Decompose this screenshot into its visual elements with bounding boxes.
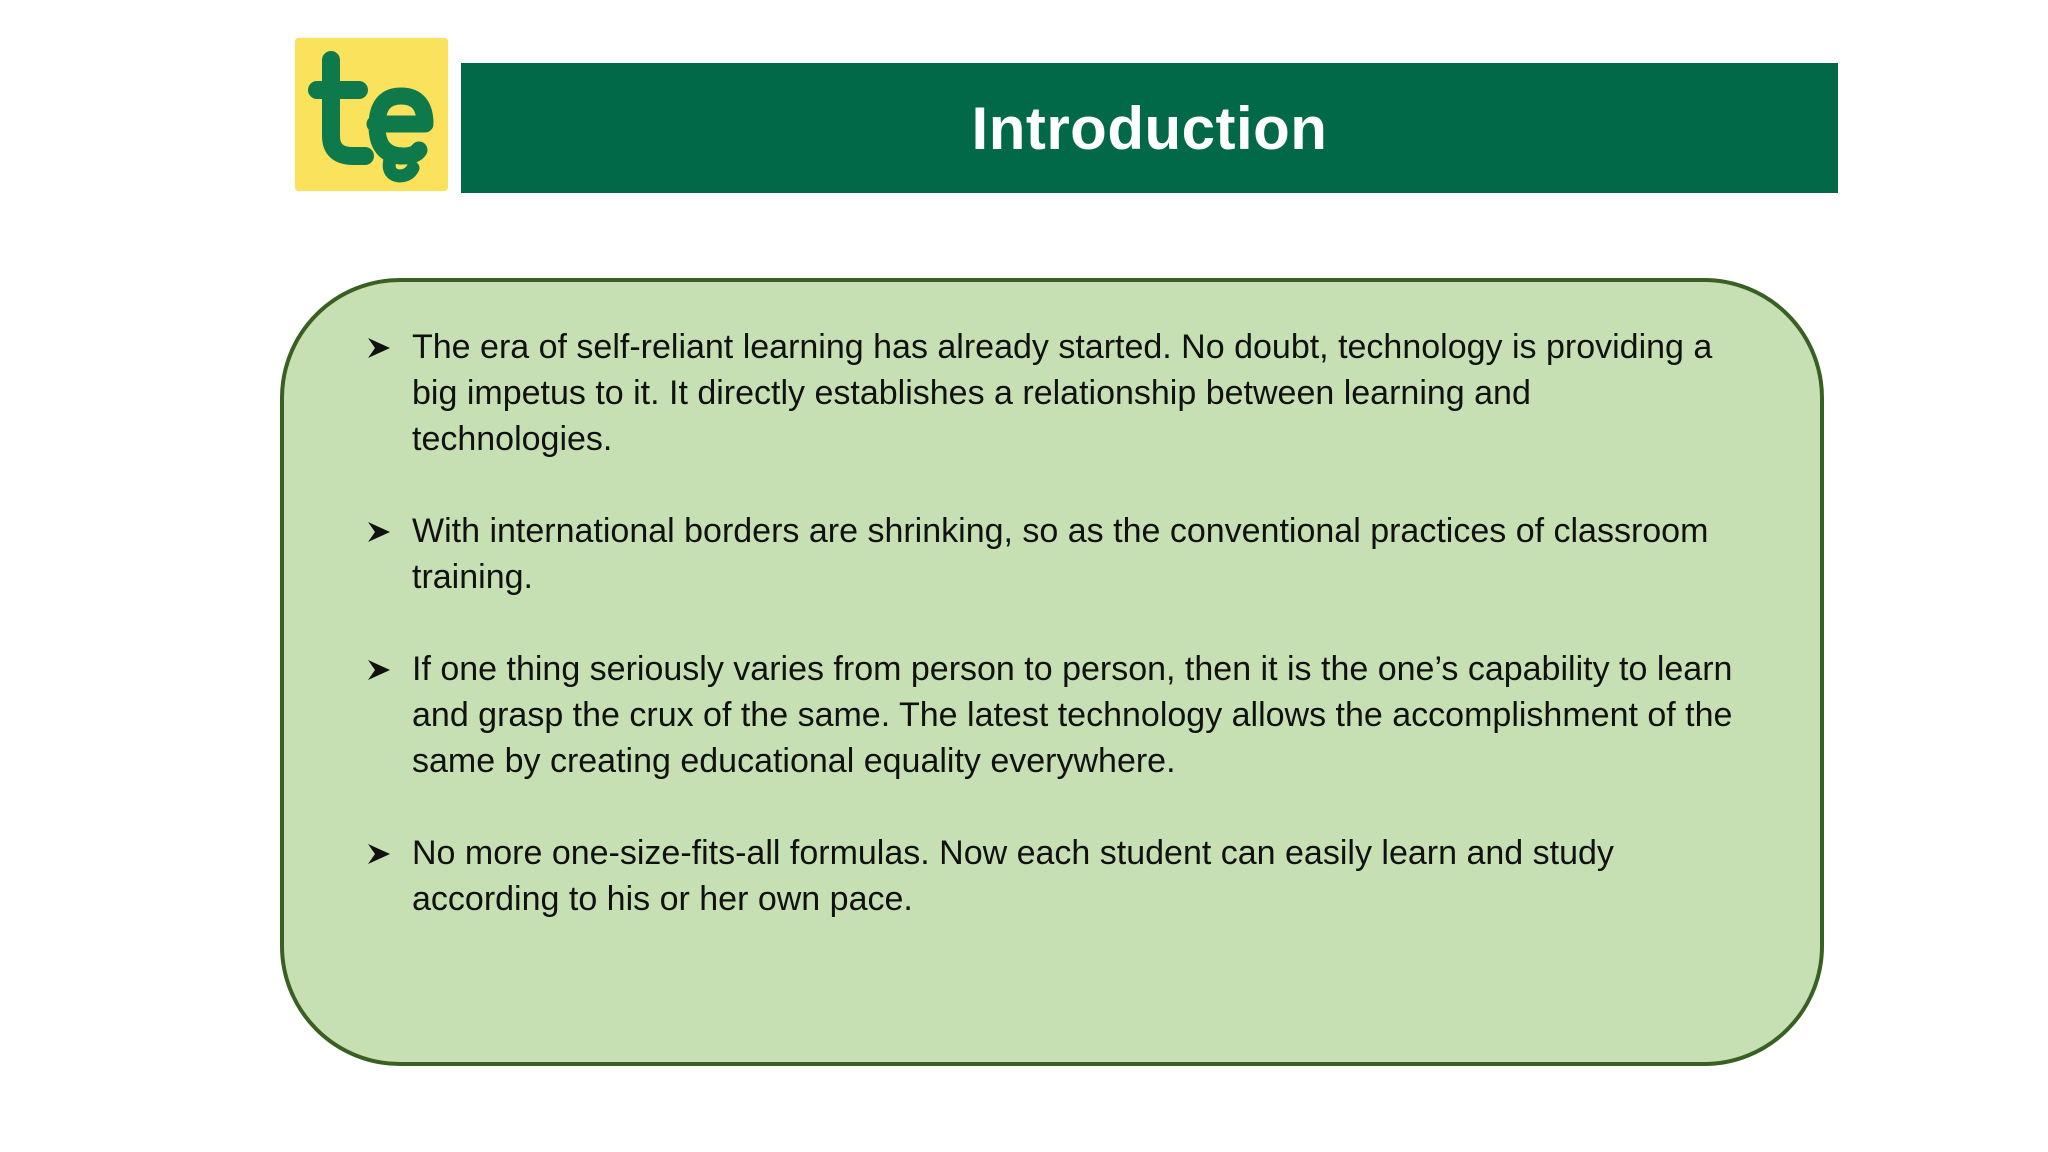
bullet-item [366,324,1736,462]
bullet-text: If one thing seriously varies from person to person, then it is the one’s capability to learn and grasp the crux of the same. The latest technology allows the accomplishment of the same by creating educational equality everywhere. [412,650,1733,780]
bullet-item [366,646,1736,784]
arrowhead-bullet-icon [366,336,392,360]
bullet-text: The era of self-reliant learning has already started. No doubt, technology is providing a big impetus to it. It directly establishes a relationship between learning and technologies. [412,328,1713,458]
title-bar [461,63,1838,193]
te-logo-icon [295,38,448,191]
content-box [280,278,1824,1066]
arrowhead-bullet-icon [366,658,392,682]
bullet-item [366,508,1736,600]
bullet-list [366,324,1736,968]
bullet-item [366,830,1736,922]
arrowhead-bullet-icon [366,842,392,866]
arrowhead-bullet-icon [366,520,392,544]
bullet-text: No more one-size-fits-all formulas. Now each student can easily learn and study according to his or her own pace. [412,834,1614,918]
page-title: Introduction [971,94,1328,162]
bullet-text: With international borders are shrinking, so as the conventional practices of classroom training. [412,512,1709,596]
logo [295,38,448,191]
